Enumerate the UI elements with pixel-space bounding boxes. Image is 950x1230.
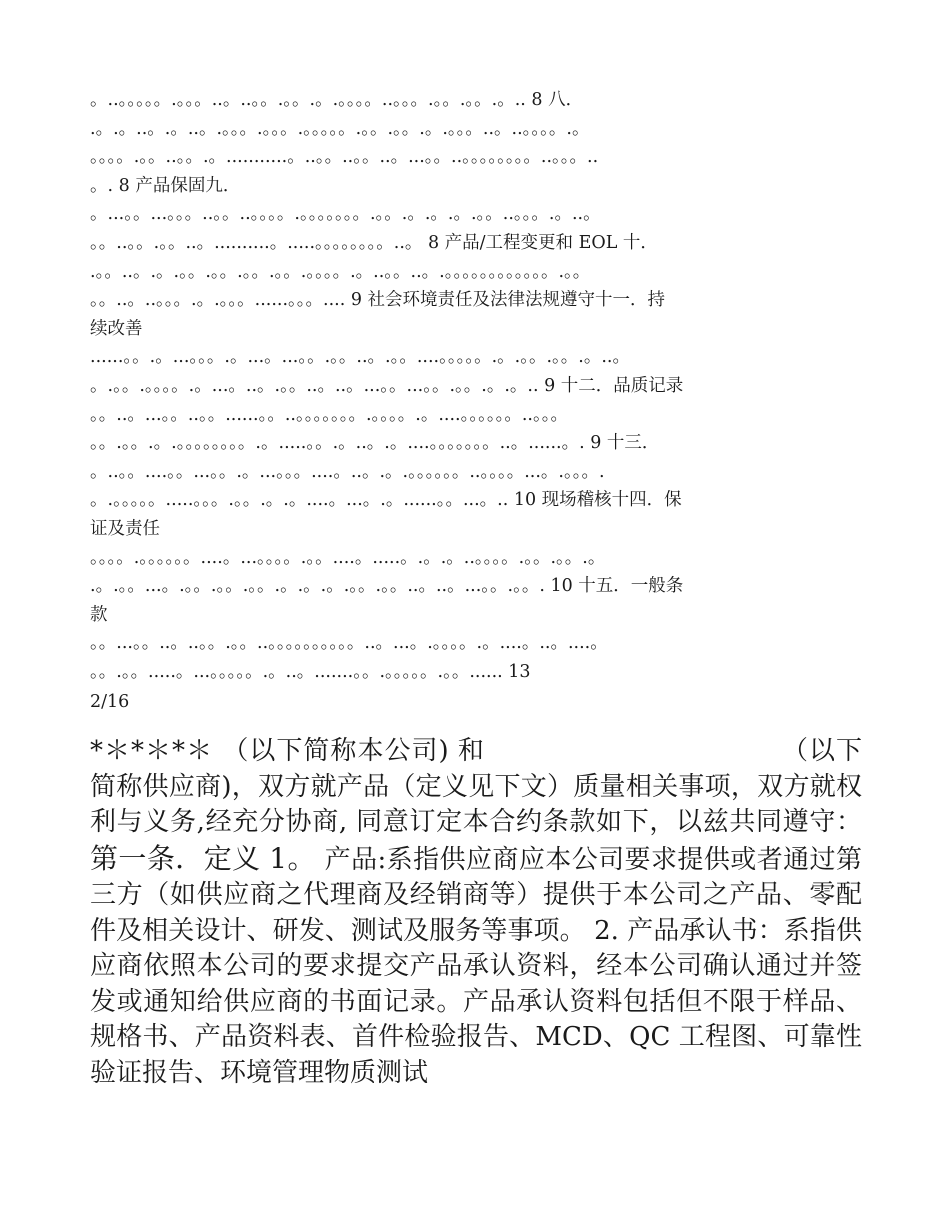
toc-line: 。..。。....。。...。。.。...。。。....。..。.。.。。。。。。..。。。。...。.。。。. — [90, 461, 605, 482]
toc-line: 证及责任 — [90, 518, 160, 539]
toc-line: .。.。。...。.。。.。。.。。.。.。.。.。。.。。..。..。...。。.。。. 10 十五．一般条 — [90, 576, 684, 597]
definition-text: 产品:系指供应商应本公司要求提供或者通过第三方（如供应商之代理商及经销商等）提供于本公司之产品、零配件及相关设计、研发、测试及服务等事项。 — [90, 844, 862, 946]
toc-line: .。。..。.。.。。.。。.。。.。。.。。。。.。..。。..。.。。。。。。。。。。。。.。。 — [90, 261, 591, 282]
definition-number: 2. — [594, 915, 619, 946]
toc-line: 。...。。...。。。..。。..。。。。.。。。。。。。.。。.。.。.。.。。..。。。.。..。 — [90, 204, 601, 225]
toc-line: 。. 8 产品保固九． — [90, 175, 241, 196]
definition-number: 1。 — [269, 841, 316, 875]
toc-line: 。。。。.。。。。。。....。...。。。。.。。....。.....。.。.。..。。。。.。。.。。.。 — [90, 547, 606, 568]
toc-line: 。。.。。.....。...。。。。。.。..。.......。。.。。。。。.。。...... 13 — [90, 661, 531, 682]
toc-line: 。。.。。.。.。。。。。。。。.。.....。。.。..。.。....。。。。。。。..。......。. 9 十三． — [90, 433, 660, 454]
page-number: 2/16 — [90, 692, 130, 713]
document-page — [90, 86, 862, 1091]
article-heading: 第一条．定义 — [90, 841, 261, 875]
definition-text: 产品承认书：系指供应商依照本公司的要求提交产品承认资料，经本公司确认通过并签发或通知给供应商的书面记录。产品承认资料包括但不限于样品、规格书、产品资料表、首件检验报告、MCD、QC 工程图、可靠性验证报告、环境管理物质测试 — [90, 915, 862, 1088]
toc-line: 款 — [90, 604, 108, 625]
contract-body — [90, 734, 862, 1091]
toc-line: .。.。..。.。..。.。。。.。。。.。。。。。.。。.。。.。.。。。..。..。。。。.。 — [90, 118, 590, 139]
toc-line: 。。..。。.。。..。..........。.....。。。。。。。。..。 8 产品/工程变更和 EOL 十． — [90, 232, 658, 253]
toc-line: 。..。。。。。.。。。..。..。。.。。.。.。。。。..。。。.。。.。。.。.. 8 八． — [90, 90, 584, 110]
toc-line: ......。。.。...。。。.。...。...。。.。。..。.。。....。。。。。.。.。。.。。.。..。 — [90, 347, 630, 368]
intro-text-a: （以下简称本公司) 和 — [222, 736, 485, 767]
toc-line: 。。..。...。。..。。......。。..。。。。。。。.。。。。.。....。。。。。。..。。。 — [90, 404, 568, 425]
toc-line: 续改善 — [90, 318, 143, 339]
toc-line: 。。...。。..。..。。.。。..。。。。。。。。。。..。...。.。。。。.。....。..。....。 — [90, 633, 608, 654]
company-placeholder: *＊*＊*＊ — [90, 736, 214, 767]
toc-line: 。。..。..。。。.。.。。。......。。。.... 9 社会环境责任及法律法规遵守十一．持 — [90, 290, 666, 311]
table-of-contents — [90, 86, 862, 686]
toc-line: 。。。。.。。..。。.。...........。..。。..。。..。...。。..。。。。。。。。..。。。.. — [90, 147, 599, 168]
toc-line: 。.。。。。。.....。。。.。。.。.。....。...。.。......。。...。.. 10 现场稽核十四．保 — [90, 490, 682, 511]
toc-line: 。.。。.。。。。.。...。..。.。。..。..。...。。...。。.。。.。.。.. 9 十二．品质记录 — [90, 375, 684, 396]
intro-text-b: （以下简称供应商)，双方就产品（定义见下文）质量相关事项，双方就权利与义务,经充分协商, 同意订定本合约条款如下，以兹共同遵守： — [90, 736, 862, 838]
